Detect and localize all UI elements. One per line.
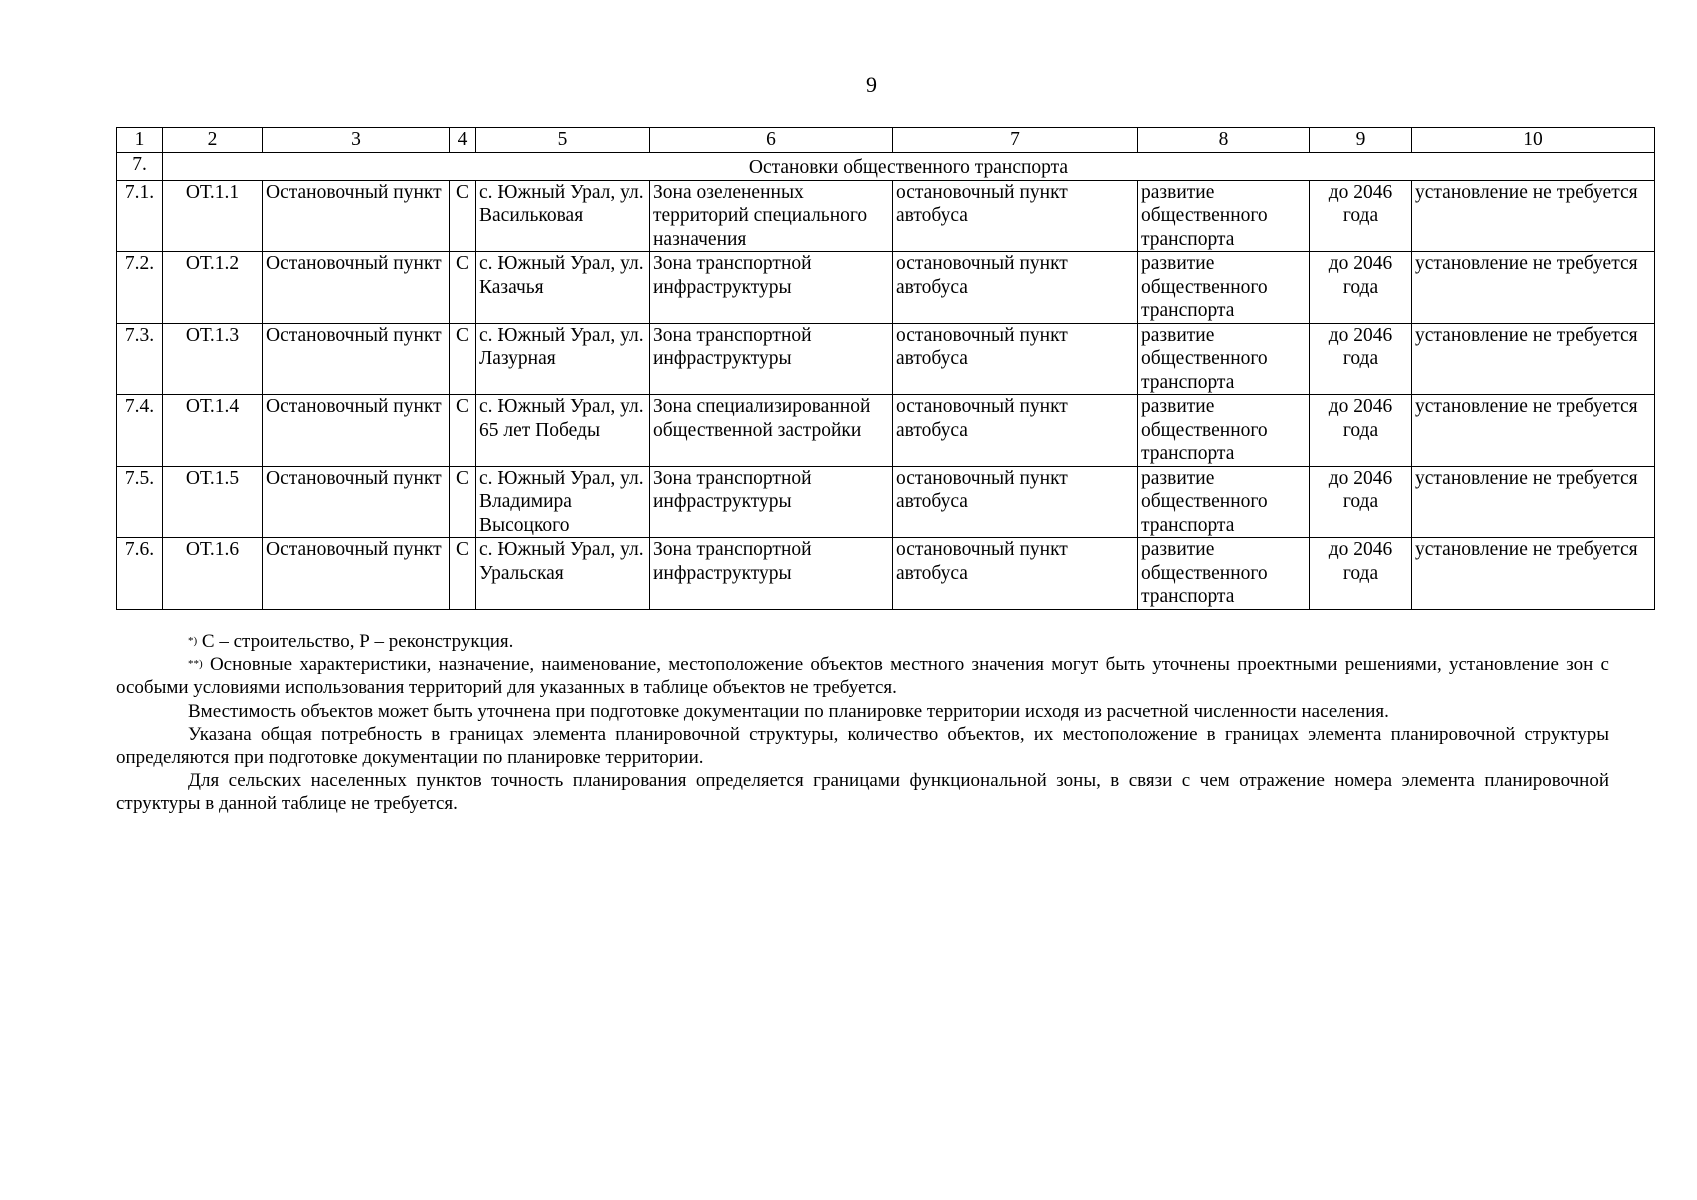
object-code-cell: ОТ.1.1: [163, 180, 263, 252]
object-code-cell: ОТ.1.5: [163, 466, 263, 538]
restriction-cell: установление не требуется: [1412, 466, 1655, 538]
object-kind-cell: С: [450, 538, 476, 610]
object-code-cell: ОТ.1.2: [163, 252, 263, 324]
table-row: [117, 395, 1655, 467]
characteristic-cell: остановочный пункт автобуса: [893, 180, 1138, 252]
term-cell: до 2046 года: [1310, 538, 1412, 610]
footnote-mark: *): [188, 635, 198, 647]
restriction-cell: установление не требуется: [1412, 323, 1655, 395]
table-row: [117, 180, 1655, 252]
table-row: [117, 252, 1655, 324]
purpose-cell: развитие общественного транспорта: [1138, 395, 1310, 467]
characteristic-cell: остановочный пункт автобуса: [893, 538, 1138, 610]
functional-zone-cell: Зона транспортной инфраструктуры: [650, 323, 893, 395]
row-number-cell: 7.1.: [117, 180, 163, 252]
purpose-cell: развитие общественного транспорта: [1138, 538, 1310, 610]
table-row: [117, 466, 1655, 538]
row-number-cell: 7.6.: [117, 538, 163, 610]
purpose-cell: развитие общественного транспорта: [1138, 180, 1310, 252]
functional-zone-cell: Зона транспортной инфраструктуры: [650, 466, 893, 538]
term-cell: до 2046 года: [1310, 466, 1412, 538]
location-cell: с. Южный Урал, ул. Уральская: [476, 538, 650, 610]
column-number-cell: 3: [263, 128, 450, 153]
term-cell: до 2046 года: [1310, 180, 1412, 252]
object-name-cell: Остановочный пункт: [263, 538, 450, 610]
row-number-cell: 7.3.: [117, 323, 163, 395]
characteristic-cell: остановочный пункт автобуса: [893, 466, 1138, 538]
column-number-cell: 5: [476, 128, 650, 153]
object-name-cell: Остановочный пункт: [263, 180, 450, 252]
note-paragraph: Вместимость объектов может быть уточнена при подготовке документации по планировке территории исходя из расчетной численности населения.: [188, 700, 1389, 722]
note-paragraph: Для сельских населенных пунктов точность планирования определяется границами функциональной зоны, в связи с чем отражение номера элемента планировочной структуры в данной таблице не требуется.: [116, 770, 1609, 815]
object-code-cell: ОТ.1.3: [163, 323, 263, 395]
section-row: [117, 152, 1655, 180]
location-cell: с. Южный Урал, ул. Владимира Высоцкого: [476, 466, 650, 538]
functional-zone-cell: Зона транспортной инфраструктуры: [650, 252, 893, 324]
object-name-cell: Остановочный пункт: [263, 466, 450, 538]
object-kind-cell: С: [450, 395, 476, 467]
purpose-cell: развитие общественного транспорта: [1138, 323, 1310, 395]
restriction-cell: установление не требуется: [1412, 180, 1655, 252]
table-row: [117, 538, 1655, 610]
row-number-cell: 7.2.: [117, 252, 163, 324]
restriction-cell: установление не требуется: [1412, 252, 1655, 324]
column-number-cell: 7: [893, 128, 1138, 153]
characteristic-cell: остановочный пункт автобуса: [893, 395, 1138, 467]
row-number-cell: 7.5.: [117, 466, 163, 538]
object-kind-cell: С: [450, 252, 476, 324]
term-cell: до 2046 года: [1310, 323, 1412, 395]
section-title: Остановки общественного транспорта: [163, 152, 1655, 180]
object-kind-cell: С: [450, 180, 476, 252]
footnote-1: [116, 630, 1609, 653]
section-number: 7.: [117, 152, 163, 180]
footnote-mark: **): [188, 658, 203, 671]
restriction-cell: установление не требуется: [1412, 395, 1655, 467]
column-number-cell: 8: [1138, 128, 1310, 153]
table-row: [117, 323, 1655, 395]
column-number-cell: 6: [650, 128, 893, 153]
characteristic-cell: остановочный пункт автобуса: [893, 323, 1138, 395]
objects-table: [116, 127, 1655, 610]
object-name-cell: Остановочный пункт: [263, 395, 450, 467]
footnote-2: [116, 653, 1609, 699]
purpose-cell: развитие общественного транспорта: [1138, 466, 1310, 538]
column-number-cell: 2: [163, 128, 263, 153]
object-name-cell: Остановочный пункт: [263, 252, 450, 324]
footnote-text: Основные характеристики, назначение, наименование, местоположение объектов местного значения могут быть уточнены проектными решениями, установление зон с особыми условиями использования территорий для указанных в таблице объектов не требуется.: [116, 654, 1609, 699]
column-number-cell: 9: [1310, 128, 1412, 153]
footnotes: [116, 630, 1609, 816]
location-cell: с. Южный Урал, ул. Лазурная: [476, 323, 650, 395]
object-code-cell: ОТ.1.4: [163, 395, 263, 467]
functional-zone-cell: Зона озелененных территорий специального назначения: [650, 180, 893, 252]
note-paragraph: Указана общая потребность в границах элемента планировочной структуры, количество объектов, их местоположение в границах элемента планировочной структуры определяются при подготовке документации по планировке территории.: [116, 723, 1609, 769]
restriction-cell: установление не требуется: [1412, 538, 1655, 610]
column-number-cell: 10: [1412, 128, 1655, 153]
row-number-cell: 7.4.: [117, 395, 163, 467]
column-number-cell: 4: [450, 128, 476, 153]
object-code-cell: ОТ.1.6: [163, 538, 263, 610]
functional-zone-cell: Зона специализированной общественной застройки: [650, 395, 893, 467]
characteristic-cell: остановочный пункт автобуса: [893, 252, 1138, 324]
location-cell: с. Южный Урал, ул. Васильковая: [476, 180, 650, 252]
purpose-cell: развитие общественного транспорта: [1138, 252, 1310, 324]
column-number-cell: 1: [117, 128, 163, 153]
functional-zone-cell: Зона транспортной инфраструктуры: [650, 538, 893, 610]
footnote-text: С – строительство, Р – реконструкция.: [197, 631, 514, 652]
location-cell: с. Южный Урал, ул. Казачья: [476, 252, 650, 324]
column-number-row: [117, 128, 1655, 153]
object-kind-cell: С: [450, 466, 476, 538]
page-number: 9: [866, 72, 877, 97]
object-kind-cell: С: [450, 323, 476, 395]
object-name-cell: Остановочный пункт: [263, 323, 450, 395]
term-cell: до 2046 года: [1310, 395, 1412, 467]
location-cell: с. Южный Урал, ул. 65 лет Победы: [476, 395, 650, 467]
term-cell: до 2046 года: [1310, 252, 1412, 324]
